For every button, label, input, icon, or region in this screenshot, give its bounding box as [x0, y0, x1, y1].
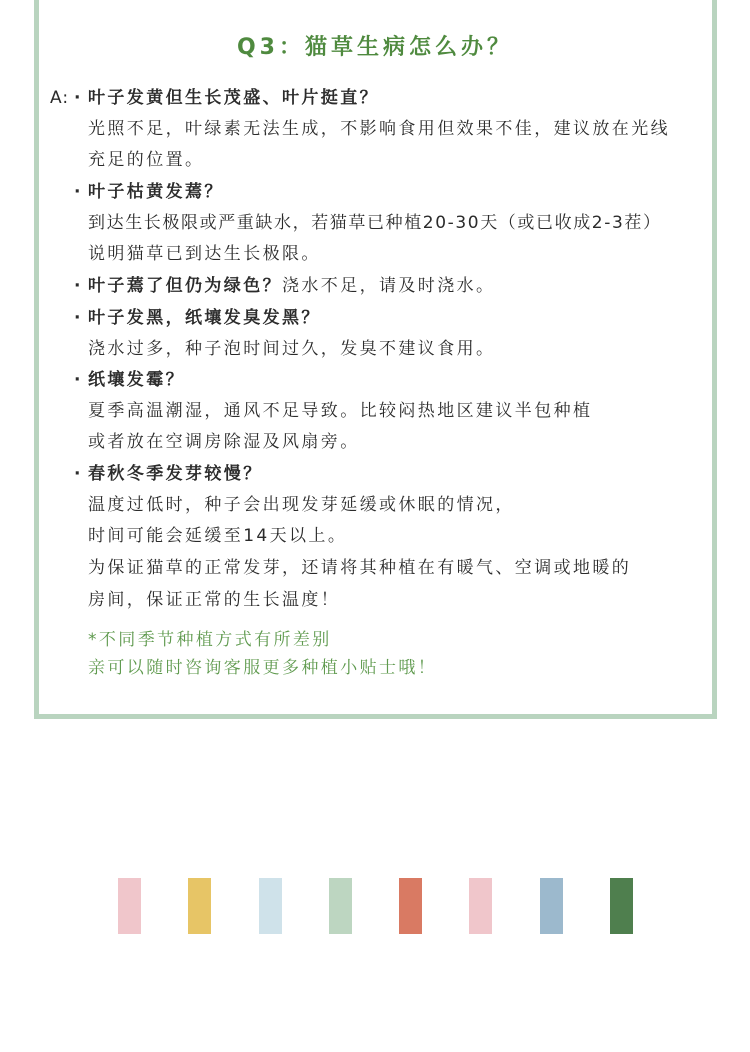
section-5-heading: 纸壤发霉？ — [88, 370, 185, 390]
bullet-4: · — [74, 308, 81, 328]
section-5-body-line-2: 或者放在空调房除湿及风扇旁。 — [88, 432, 360, 452]
answer-prefix: A: — [50, 88, 70, 108]
color-swatch-4 — [329, 878, 352, 934]
color-swatch-3 — [259, 878, 282, 934]
page-title: Q3：猫草生病怎么办？ — [236, 35, 513, 60]
color-swatch-6 — [469, 878, 492, 934]
bullet-5: · — [74, 370, 81, 390]
color-swatch-5 — [399, 878, 422, 934]
section-1-body-line-2: 充足的位置。 — [88, 150, 205, 170]
color-swatch-8 — [610, 878, 633, 934]
color-swatch-2 — [188, 878, 211, 934]
color-swatch-1 — [118, 878, 141, 934]
section-2-heading: 叶子枯黄发蔫？ — [88, 182, 224, 202]
section-1-body-line-1: 光照不足，叶绿素无法生成，不影响食用但效果不佳，建议放在光线 — [88, 119, 670, 139]
section-4-body-line-1: 浇水过多，种子泡时间过久，发臭不建议食用。 — [88, 339, 496, 359]
bullet-1: · — [74, 88, 81, 108]
bullet-3: · — [74, 276, 81, 296]
section-6-body-line-3: 为保证猫草的正常发芽，还请将其种植在有暖气、空调或地暖的 — [88, 558, 632, 578]
section-5-body-line-1: 夏季高温潮湿，通风不足导致。比较闷热地区建议半包种植 — [88, 401, 593, 421]
section-3-inline: 浇水不足，请及时浇水。 — [282, 276, 496, 296]
bullet-6: · — [74, 464, 81, 484]
section-2-body-line-2: 说明猫草已到达生长极限。 — [88, 244, 321, 264]
section-2-body-line-1: 到达生长极限或严重缺水，若猫草已种植20-30天（或已收成2-3茬） — [88, 213, 662, 233]
section-6-body-line-4: 房间，保证正常的生长温度！ — [88, 590, 341, 610]
section-6-body-line-2: 时间可能会延缓至14天以上。 — [88, 526, 348, 546]
section-3-line — [88, 274, 495, 298]
section-1-heading: 叶子发黄但生长茂盛、叶片挺直？ — [88, 88, 379, 108]
section-6-heading: 春秋冬季发芽较慢？ — [88, 464, 263, 484]
section-4-heading: 叶子发黑，纸壤发臭发黑？ — [88, 308, 321, 328]
section-3-heading: 叶子蔫了但仍为绿色？ — [88, 276, 282, 296]
bullet-2: · — [74, 182, 81, 202]
note-line-1: *不同季节种植方式有所差别 — [88, 630, 332, 650]
color-swatch-7 — [540, 878, 563, 934]
section-6-body-line-1: 温度过低时，种子会出现发芽延缓或休眠的情况， — [88, 495, 515, 515]
note-line-2: 亲可以随时咨询客服更多种植小贴士哦！ — [88, 658, 438, 678]
